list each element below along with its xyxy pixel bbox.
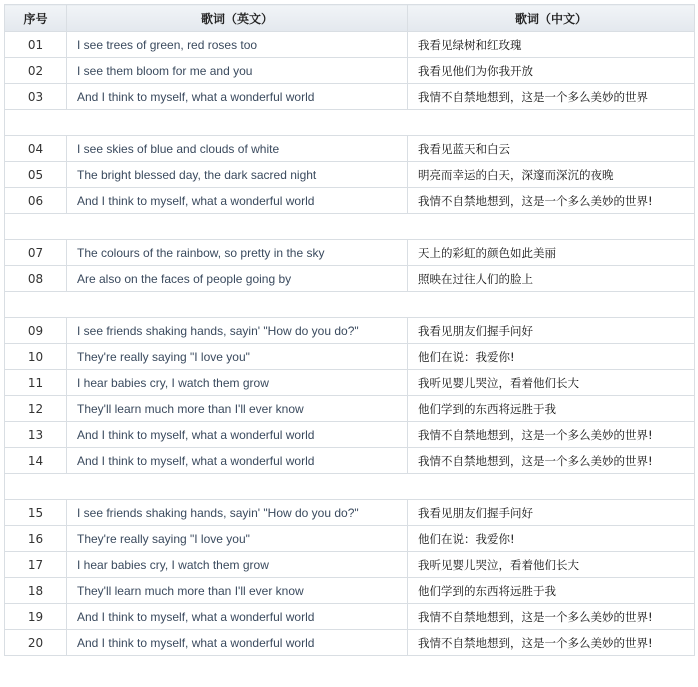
table-row — [5, 344, 695, 370]
chinese-lyric: 我看见朋友们握手问好 — [408, 318, 695, 344]
table-row — [5, 240, 695, 266]
table-row — [5, 578, 695, 604]
english-lyric: And I think to myself, what a wonderful world — [67, 422, 408, 448]
row-number: 07 — [5, 240, 67, 266]
header-english-lyrics: 歌词（英文） — [67, 5, 408, 32]
row-number: 14 — [5, 448, 67, 474]
spacer-cell — [5, 214, 695, 240]
table-row — [5, 552, 695, 578]
row-number: 06 — [5, 188, 67, 214]
chinese-lyric: 我看见绿树和红玫瑰 — [408, 32, 695, 58]
table-row — [5, 422, 695, 448]
row-number: 17 — [5, 552, 67, 578]
chinese-lyric: 我情不自禁地想到，这是一个多么美妙的世界! — [408, 630, 695, 656]
row-number: 15 — [5, 500, 67, 526]
row-number: 08 — [5, 266, 67, 292]
english-lyric: I hear babies cry, I watch them grow — [67, 552, 408, 578]
chinese-lyric: 我情不自禁地想到，这是一个多么美妙的世界! — [408, 448, 695, 474]
english-lyric: I see friends shaking hands, sayin' "How do you do?" — [67, 500, 408, 526]
row-number: 04 — [5, 136, 67, 162]
english-lyric: I see friends shaking hands, sayin' "How do you do?" — [67, 318, 408, 344]
table-row — [5, 526, 695, 552]
chinese-lyric: 他们学到的东西将远胜于我 — [408, 578, 695, 604]
table-row — [5, 84, 695, 110]
lyrics-table — [4, 4, 695, 656]
spacer-row — [5, 292, 695, 318]
table-row — [5, 604, 695, 630]
english-lyric: I see them bloom for me and you — [67, 58, 408, 84]
spacer-row — [5, 110, 695, 136]
row-number: 02 — [5, 58, 67, 84]
english-lyric: I hear babies cry, I watch them grow — [67, 370, 408, 396]
table-row — [5, 630, 695, 656]
english-lyric: And I think to myself, what a wonderful world — [67, 188, 408, 214]
english-lyric: The bright blessed day, the dark sacred night — [67, 162, 408, 188]
row-number: 03 — [5, 84, 67, 110]
english-lyric: And I think to myself, what a wonderful world — [67, 84, 408, 110]
english-lyric: They'll learn much more than I'll ever know — [67, 578, 408, 604]
table-row — [5, 188, 695, 214]
english-lyric: They'll learn much more than I'll ever know — [67, 396, 408, 422]
header-number: 序号 — [5, 5, 67, 32]
row-number: 10 — [5, 344, 67, 370]
chinese-lyric: 我情不自禁地想到，这是一个多么美妙的世界 — [408, 84, 695, 110]
english-lyric: And I think to myself, what a wonderful world — [67, 630, 408, 656]
row-number: 20 — [5, 630, 67, 656]
chinese-lyric: 我情不自禁地想到，这是一个多么美妙的世界! — [408, 422, 695, 448]
english-lyric: And I think to myself, what a wonderful world — [67, 604, 408, 630]
row-number: 12 — [5, 396, 67, 422]
header-row — [5, 5, 695, 32]
table-row — [5, 448, 695, 474]
spacer-row — [5, 214, 695, 240]
table-row — [5, 500, 695, 526]
chinese-lyric: 我看见蓝天和白云 — [408, 136, 695, 162]
english-lyric: I see skies of blue and clouds of white — [67, 136, 408, 162]
english-lyric: They're really saying "I love you" — [67, 526, 408, 552]
table-row — [5, 162, 695, 188]
row-number: 19 — [5, 604, 67, 630]
table-row — [5, 32, 695, 58]
table-row — [5, 370, 695, 396]
chinese-lyric: 我看见他们为你我开放 — [408, 58, 695, 84]
row-number: 01 — [5, 32, 67, 58]
chinese-lyric: 我情不自禁地想到，这是一个多么美妙的世界! — [408, 604, 695, 630]
chinese-lyric: 我听见婴儿哭泣，看着他们长大 — [408, 552, 695, 578]
chinese-lyric: 明亮而幸运的白天，深邃而深沉的夜晚 — [408, 162, 695, 188]
chinese-lyric: 我看见朋友们握手问好 — [408, 500, 695, 526]
chinese-lyric: 他们在说：我爱你! — [408, 526, 695, 552]
spacer-cell — [5, 474, 695, 500]
table-row — [5, 396, 695, 422]
english-lyric: And I think to myself, what a wonderful world — [67, 448, 408, 474]
english-lyric: Are also on the faces of people going by — [67, 266, 408, 292]
table-row — [5, 318, 695, 344]
table-row — [5, 58, 695, 84]
table-row — [5, 136, 695, 162]
header-chinese-lyrics: 歌词（中文） — [408, 5, 695, 32]
english-lyric: I see trees of green, red roses too — [67, 32, 408, 58]
row-number: 09 — [5, 318, 67, 344]
row-number: 05 — [5, 162, 67, 188]
chinese-lyric: 天上的彩虹的颜色如此美丽 — [408, 240, 695, 266]
row-number: 16 — [5, 526, 67, 552]
spacer-row — [5, 474, 695, 500]
english-lyric: They're really saying "I love you" — [67, 344, 408, 370]
row-number: 18 — [5, 578, 67, 604]
spacer-cell — [5, 292, 695, 318]
row-number: 13 — [5, 422, 67, 448]
chinese-lyric: 我情不自禁地想到，这是一个多么美妙的世界! — [408, 188, 695, 214]
english-lyric: The colours of the rainbow, so pretty in the sky — [67, 240, 408, 266]
chinese-lyric: 我听见婴儿哭泣，看着他们长大 — [408, 370, 695, 396]
chinese-lyric: 照映在过往人们的脸上 — [408, 266, 695, 292]
chinese-lyric: 他们在说：我爱你! — [408, 344, 695, 370]
row-number: 11 — [5, 370, 67, 396]
spacer-cell — [5, 110, 695, 136]
chinese-lyric: 他们学到的东西将远胜于我 — [408, 396, 695, 422]
table-row — [5, 266, 695, 292]
